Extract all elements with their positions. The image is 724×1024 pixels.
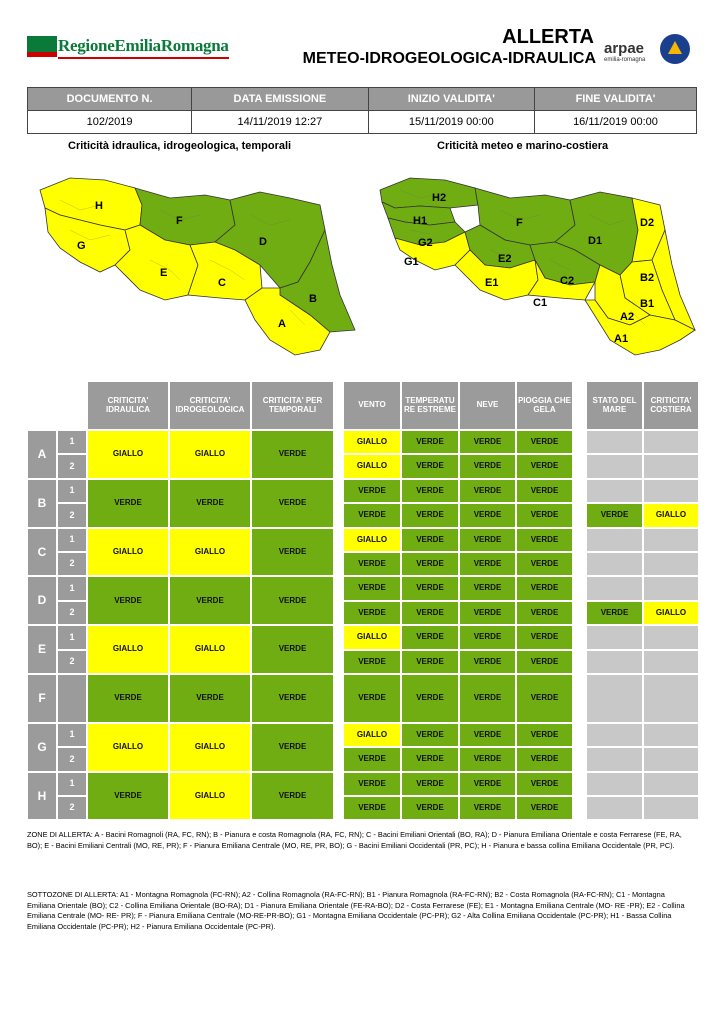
- cell-neve-h1: VERDE: [459, 772, 516, 796]
- cell-temporali-h: VERDE: [251, 772, 334, 821]
- zone-label-f: F: [27, 674, 57, 723]
- cell-neve-c2: VERDE: [459, 552, 516, 576]
- page-title: ALLERTA: [502, 26, 594, 48]
- subzone-label: 1: [57, 723, 87, 747]
- page-subtitle: METEO-IDROGEOLOGICA-IDRAULICA: [302, 50, 596, 67]
- subzone-label: 2: [57, 503, 87, 527]
- cell-costiera-b1: [643, 479, 699, 503]
- cell-mare-c2: [586, 552, 643, 576]
- cell-costiera-g1: [643, 723, 699, 747]
- cell-neve-b2: VERDE: [459, 503, 516, 527]
- cell-temp-c1: VERDE: [401, 528, 459, 552]
- right-map-label-a2: A2: [620, 311, 635, 323]
- header-criticita-costiera: CRITICITA' COSTIERA: [643, 381, 699, 430]
- map-subzone-h2: [380, 178, 478, 208]
- cell-costiera-h1: [643, 772, 699, 796]
- cell-mare-h1: [586, 772, 643, 796]
- subzone-label: 2: [57, 601, 87, 625]
- cell-neve-f1: VERDE: [459, 674, 516, 723]
- cell-mare-f1: [586, 674, 643, 723]
- cell-idrogeologica-g: GIALLO: [169, 723, 251, 772]
- cell-idrogeologica-e: GIALLO: [169, 625, 251, 674]
- subzone-label: 1: [57, 576, 87, 600]
- zone-label-g: G: [27, 723, 57, 772]
- cell-vento-h1: VERDE: [343, 772, 401, 796]
- cell-pioggia-f1: VERDE: [516, 674, 573, 723]
- cell-mare-g1: [586, 723, 643, 747]
- cell-neve-g1: VERDE: [459, 723, 516, 747]
- cell-mare-d2: VERDE: [586, 601, 643, 625]
- left-map-label-e: E: [160, 267, 168, 279]
- cell-vento-e1: GIALLO: [343, 625, 401, 649]
- cell-neve-a2: VERDE: [459, 454, 516, 478]
- right-map-label-h2: H2: [432, 192, 447, 204]
- cell-neve-a1: VERDE: [459, 430, 516, 454]
- subzone-label: 2: [57, 454, 87, 478]
- left-map-label-a: A: [278, 318, 286, 330]
- cell-neve-d2: VERDE: [459, 601, 516, 625]
- cell-pioggia-d2: VERDE: [516, 601, 573, 625]
- civil-protection-logo-icon: [660, 34, 690, 64]
- cell-pioggia-a2: VERDE: [516, 454, 573, 478]
- left-map-title: Criticità idraulica, idrogeologica, temporali: [68, 140, 292, 152]
- cell-temp-d2: VERDE: [401, 601, 459, 625]
- right-map-label-e1: E1: [485, 277, 499, 289]
- cell-temporali-e: VERDE: [251, 625, 334, 674]
- cell-pioggia-c1: VERDE: [516, 528, 573, 552]
- cell-temporali-g: VERDE: [251, 723, 334, 772]
- cell-temp-b1: VERDE: [401, 479, 459, 503]
- cell-costiera-f1: [643, 674, 699, 723]
- zone-notes: ZONE DI ALLERTA: A - Bacini Romagnoli (RA, FC, RN); B - Pianura e costa Romagnola (RA, FC, RN); C - Bacini Emiliani Orientali (BO, RA); D - Pianura Emiliana Orientale e costa Ferrarese (FE, RA, BO); E - Bacini Emiliani Centrali (MO, RE, PR); F - Pianura Emiliana Centrale (MO, RE, PR, BO); G - Bacini Emiliani Occidentali (PR, PC); H - Pianura e bassa collina Emiliana Occidentale (PR, PC).: [27, 830, 682, 850]
- cell-vento-c1: GIALLO: [343, 528, 401, 552]
- cell-vento-b2: VERDE: [343, 503, 401, 527]
- cell-mare-a1: [586, 430, 643, 454]
- value-data-emissione: 14/11/2019 12:27: [192, 111, 369, 134]
- cell-costiera-g2: [643, 747, 699, 771]
- cell-temp-c2: VERDE: [401, 552, 459, 576]
- right-alert-map: [370, 170, 700, 360]
- cell-mare-c1: [586, 528, 643, 552]
- right-map-title: Criticità meteo e marino-costiera: [437, 140, 609, 152]
- cell-pioggia-h1: VERDE: [516, 772, 573, 796]
- cell-mare-e2: [586, 650, 643, 674]
- header-data-emissione: DATA EMISSIONE: [192, 88, 369, 111]
- header-vento: VENTO: [343, 381, 401, 430]
- cell-idrogeologica-c: GIALLO: [169, 528, 251, 577]
- cell-pioggia-e1: VERDE: [516, 625, 573, 649]
- zone-label-h: H: [27, 772, 57, 821]
- header-documento: DOCUMENTO N.: [28, 88, 192, 111]
- cell-idrogeologica-f: VERDE: [169, 674, 251, 723]
- cell-pioggia-c2: VERDE: [516, 552, 573, 576]
- right-map-label-e2: E2: [498, 253, 512, 265]
- cell-neve-g2: VERDE: [459, 747, 516, 771]
- cell-idraulica-f: VERDE: [87, 674, 169, 723]
- cell-neve-b1: VERDE: [459, 479, 516, 503]
- cell-temp-f1: VERDE: [401, 674, 459, 723]
- cell-idraulica-b: VERDE: [87, 479, 169, 528]
- cell-costiera-c2: [643, 552, 699, 576]
- header-inizio-validita: INIZIO VALIDITA': [368, 88, 534, 111]
- zone-label-c: C: [27, 528, 57, 577]
- cell-temp-h2: VERDE: [401, 796, 459, 820]
- cell-costiera-b2: GIALLO: [643, 503, 699, 527]
- cell-idraulica-a: GIALLO: [87, 430, 169, 479]
- right-map-label-g1: G1: [404, 256, 419, 268]
- cell-pioggia-b1: VERDE: [516, 479, 573, 503]
- header-criticita-idrogeologica: CRITICITA' IDROGEOLOGICA: [169, 381, 251, 430]
- cell-costiera-h2: [643, 796, 699, 820]
- arpae-logo: [604, 40, 645, 63]
- cell-idrogeologica-d: VERDE: [169, 576, 251, 625]
- header-neve: NEVE: [459, 381, 516, 430]
- cell-pioggia-b2: VERDE: [516, 503, 573, 527]
- right-map-label-g2: G2: [418, 237, 433, 249]
- cell-pioggia-g2: VERDE: [516, 747, 573, 771]
- cell-costiera-c1: [643, 528, 699, 552]
- right-map-label-b2: B2: [640, 272, 655, 284]
- cell-vento-g2: VERDE: [343, 747, 401, 771]
- cell-idraulica-c: GIALLO: [87, 528, 169, 577]
- zone-label-d: D: [27, 576, 57, 625]
- subzone-label: 2: [57, 552, 87, 576]
- cell-pioggia-g1: VERDE: [516, 723, 573, 747]
- cell-costiera-d2: GIALLO: [643, 601, 699, 625]
- cell-neve-h2: VERDE: [459, 796, 516, 820]
- value-inizio-validita: 15/11/2019 00:00: [368, 111, 534, 134]
- zone-label-b: B: [27, 479, 57, 528]
- cell-mare-e1: [586, 625, 643, 649]
- cell-vento-f1: VERDE: [343, 674, 401, 723]
- left-map-label-f: F: [176, 215, 183, 227]
- arpae-logo-sub: emilia-romagna: [604, 57, 646, 63]
- left-map-label-d: D: [259, 236, 267, 248]
- subzone-label: [57, 674, 87, 723]
- header-temperature-estreme: TEMPERATU RE ESTREME: [401, 381, 459, 430]
- cell-pioggia-a1: VERDE: [516, 430, 573, 454]
- left-map-label-g: G: [77, 240, 86, 252]
- cell-idraulica-d: VERDE: [87, 576, 169, 625]
- cell-idraulica-e: GIALLO: [87, 625, 169, 674]
- cell-temporali-f: VERDE: [251, 674, 334, 723]
- cell-pioggia-h2: VERDE: [516, 796, 573, 820]
- zone-label-a: A: [27, 430, 57, 479]
- header-stato-del-mare: STATO DEL MARE: [586, 381, 643, 430]
- cell-temporali-d: VERDE: [251, 576, 334, 625]
- subzone-label: 2: [57, 747, 87, 771]
- region-logo-flag-icon: [27, 36, 57, 52]
- cell-vento-h2: VERDE: [343, 796, 401, 820]
- cell-idraulica-g: GIALLO: [87, 723, 169, 772]
- left-map-label-h: H: [95, 200, 103, 212]
- subzone-label: 2: [57, 650, 87, 674]
- cell-costiera-a1: [643, 430, 699, 454]
- cell-idrogeologica-b: VERDE: [169, 479, 251, 528]
- cell-idrogeologica-h: GIALLO: [169, 772, 251, 821]
- cell-temp-e2: VERDE: [401, 650, 459, 674]
- cell-costiera-d1: [643, 576, 699, 600]
- header-fine-validita: FINE VALIDITA': [534, 88, 696, 111]
- cell-temp-d1: VERDE: [401, 576, 459, 600]
- cell-vento-g1: GIALLO: [343, 723, 401, 747]
- left-map-label-b: B: [309, 293, 317, 305]
- cell-temp-g2: VERDE: [401, 747, 459, 771]
- header-pioggia-che-gela: PIOGGIA CHE GELA: [516, 381, 573, 430]
- header-criticita-temporali: CRITICITA' PER TEMPORALI: [251, 381, 334, 430]
- right-map-label-c2: C2: [560, 275, 575, 287]
- cell-costiera-e1: [643, 625, 699, 649]
- right-map-label-d2: D2: [640, 217, 655, 229]
- cell-costiera-a2: [643, 454, 699, 478]
- left-alert-map: [30, 170, 360, 360]
- subzone-label: 1: [57, 772, 87, 796]
- value-documento: 102/2019: [28, 111, 192, 134]
- cell-costiera-e2: [643, 650, 699, 674]
- cell-vento-b1: VERDE: [343, 479, 401, 503]
- right-map-label-d1: D1: [588, 235, 603, 247]
- cell-temp-e1: VERDE: [401, 625, 459, 649]
- cell-vento-a1: GIALLO: [343, 430, 401, 454]
- subzone-label: 1: [57, 625, 87, 649]
- right-map-label-c1: C1: [533, 297, 548, 309]
- cell-vento-e2: VERDE: [343, 650, 401, 674]
- cell-temp-g1: VERDE: [401, 723, 459, 747]
- cell-pioggia-d1: VERDE: [516, 576, 573, 600]
- cell-temp-b2: VERDE: [401, 503, 459, 527]
- region-logo-stripe-icon: [27, 52, 57, 57]
- cell-neve-e1: VERDE: [459, 625, 516, 649]
- subzone-label: 1: [57, 528, 87, 552]
- cell-pioggia-e2: VERDE: [516, 650, 573, 674]
- subzone-label: 1: [57, 479, 87, 503]
- cell-temp-a2: VERDE: [401, 454, 459, 478]
- cell-vento-c2: VERDE: [343, 552, 401, 576]
- right-map-label-h1: H1: [413, 215, 428, 227]
- cell-temporali-c: VERDE: [251, 528, 334, 577]
- right-map-label-b1: B1: [640, 298, 655, 310]
- arpae-logo-text: arpae: [604, 40, 645, 57]
- subzone-label: 1: [57, 430, 87, 454]
- document-info-table: [27, 87, 697, 134]
- right-map-label-a1: A1: [614, 333, 629, 345]
- cell-mare-b2: VERDE: [586, 503, 643, 527]
- cell-mare-g2: [586, 747, 643, 771]
- cell-temp-a1: VERDE: [401, 430, 459, 454]
- header-criticita-idraulica: CRITICITA' IDRAULICA: [87, 381, 169, 430]
- cell-mare-d1: [586, 576, 643, 600]
- cell-neve-d1: VERDE: [459, 576, 516, 600]
- cell-vento-a2: GIALLO: [343, 454, 401, 478]
- cell-mare-a2: [586, 454, 643, 478]
- cell-idrogeologica-a: GIALLO: [169, 430, 251, 479]
- subzone-notes: SOTTOZONE DI ALLERTA: A1 - Montagna Romagnola (FC-RN); A2 - Collina Romagnola (RA-FC-RN); B1 - Pianura Romagnola (RA-FC-RN); B2 - Costa Romagnola (RA-FC-RN); C1 - Montagna Emiliana Orientale (BO); C2 - Collina Emiliana Orientale (BO-RA); D1 - Pianura Emiliana Orientale (FE-RA-BO); D2 - Costa Ferrarese (FE); E1 - Montagna Emiliana Centrale (MO- RE -PR); E2 - Collina Emiliana Centrale (MO- RE- PR); F - Pianura Emiliana Centrale (MO-RE-PR-BO); G1 - Montagna Emiliana Occidentale (PC-PR); G2 - Alta Collina Emiliana Occidentale (PC-PR); H1 - Bassa Collina Emiliana Occidentale (PC-PR); H2 - Pianura Emiliana Occidentale (PC-PR).: [27, 890, 685, 932]
- right-map-label-f: F: [516, 217, 523, 229]
- cell-neve-c1: VERDE: [459, 528, 516, 552]
- left-map-label-c: C: [218, 277, 226, 289]
- cell-vento-d2: VERDE: [343, 601, 401, 625]
- subzone-label: 2: [57, 796, 87, 820]
- cell-temporali-a: VERDE: [251, 430, 334, 479]
- cell-neve-e2: VERDE: [459, 650, 516, 674]
- cell-temp-h1: VERDE: [401, 772, 459, 796]
- cell-mare-b1: [586, 479, 643, 503]
- region-logo-text: RegioneEmiliaRomagna: [58, 36, 229, 56]
- cell-mare-h2: [586, 796, 643, 820]
- cell-vento-d1: VERDE: [343, 576, 401, 600]
- value-fine-validita: 16/11/2019 00:00: [534, 111, 696, 134]
- zone-label-e: E: [27, 625, 57, 674]
- cell-idraulica-h: VERDE: [87, 772, 169, 821]
- cell-temporali-b: VERDE: [251, 479, 334, 528]
